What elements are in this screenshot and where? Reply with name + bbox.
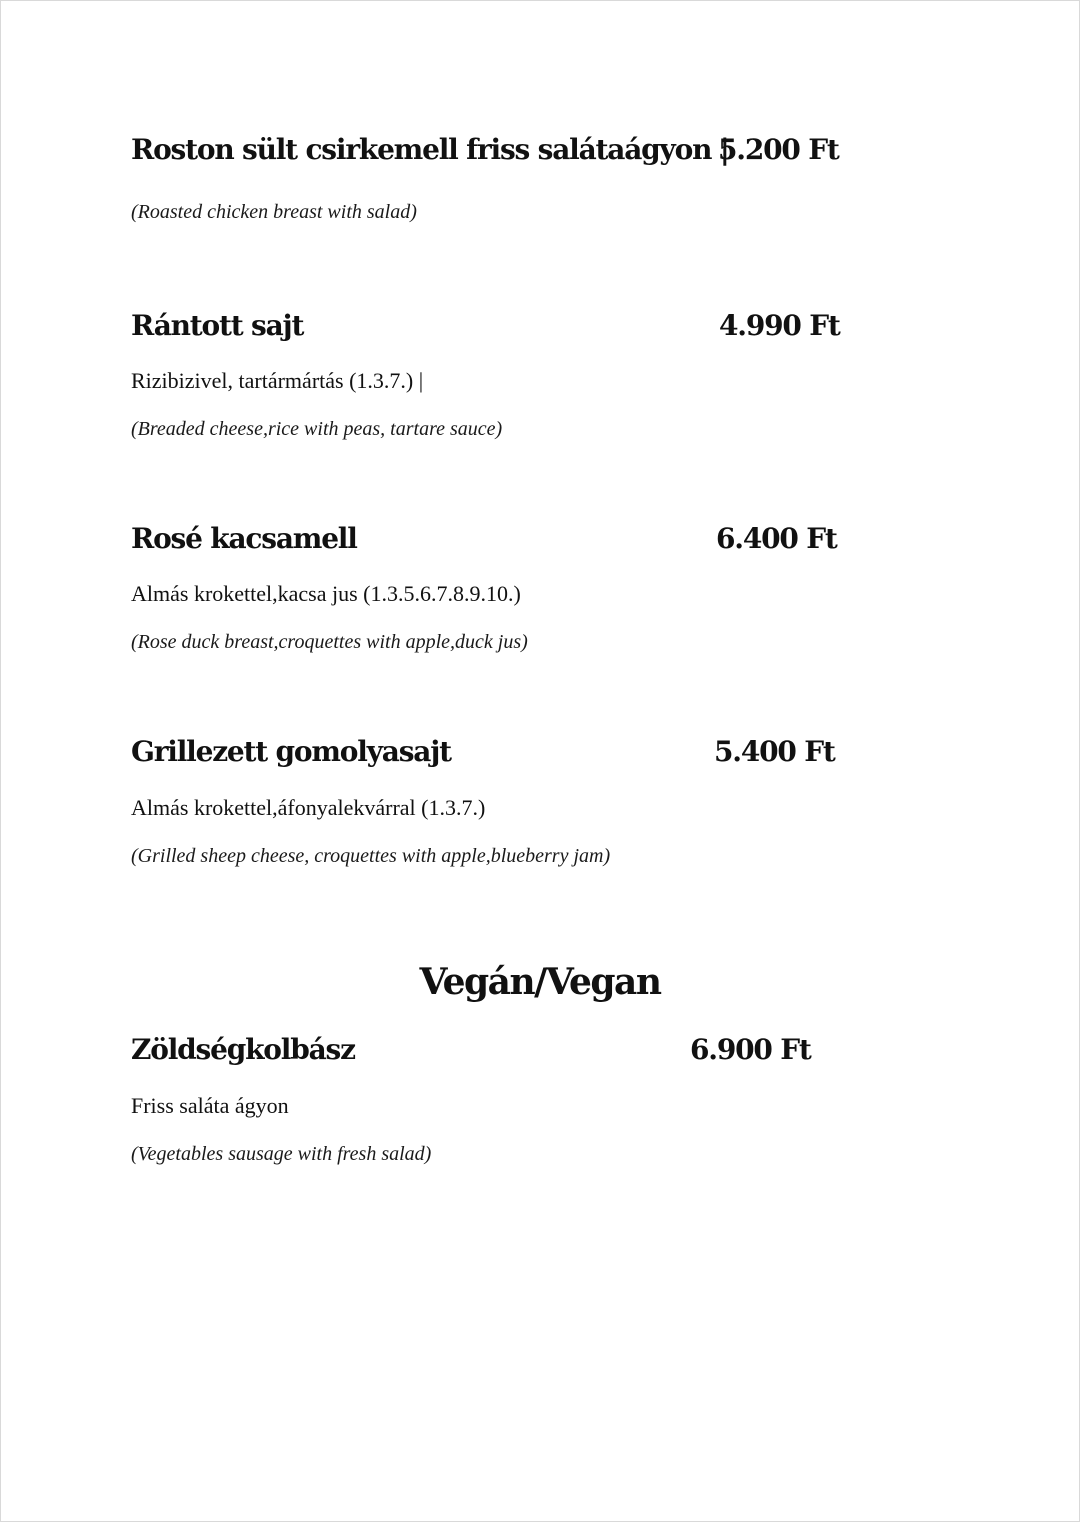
dish-translation: (Breaded cheese,rice with peas, tartare sauce) <box>131 418 503 440</box>
dish-translation: (Rose duck breast,croquettes with apple,duck jus) <box>131 631 528 653</box>
dish-price: 6.400 Ft <box>716 522 837 555</box>
dish-translation: (Grilled sheep cheese, croquettes with apple,blueberry jam) <box>131 845 611 867</box>
dish-price: 6.900 Ft <box>690 1033 811 1066</box>
dish-price: 5.200 Ft <box>718 133 839 166</box>
dish-price: 4.990 Ft <box>719 309 840 342</box>
dish-description: Almás krokettel,kacsa jus (1.3.5.6.7.8.9.10.) <box>131 581 521 606</box>
dish-name: Rántott sajt <box>131 309 304 342</box>
dish-translation: (Vegetables sausage with fresh salad) <box>131 1143 432 1165</box>
section-heading-vegan: Vegán/Vegan <box>419 961 661 1003</box>
dish-name: Roston sült csirkemell friss salátaágyon | <box>131 133 729 166</box>
dish-name: Zöldségkolbász <box>131 1033 355 1066</box>
dish-price: 5.400 Ft <box>714 735 835 768</box>
dish-translation: (Roasted chicken breast with salad) <box>131 201 417 223</box>
dish-description: Almás krokettel,áfonyalekvárral (1.3.7.) <box>131 795 486 820</box>
dish-description: Friss saláta ágyon <box>131 1093 289 1118</box>
dish-name: Grillezett gomolyasajt <box>131 735 451 768</box>
dish-name: Rosé kacsamell <box>131 522 357 555</box>
dish-description: Rizibizivel, tartármártás (1.3.7.) | <box>131 368 424 393</box>
